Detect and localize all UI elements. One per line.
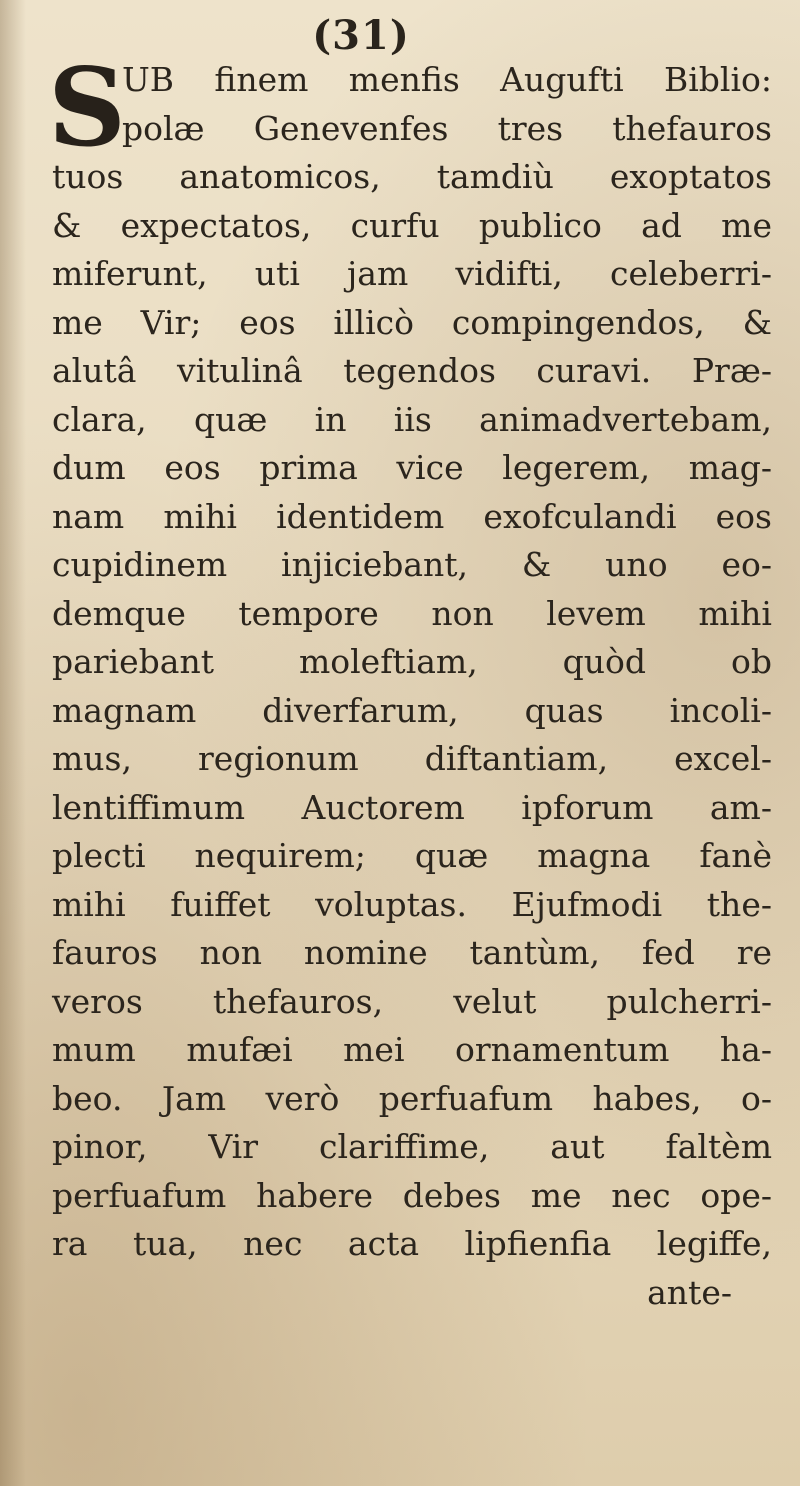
text-line: mihi fuiffet voluptas. Ejufmodi the- (52, 884, 772, 924)
text-line: mum mufæi mei ornamentum ha- (52, 1030, 772, 1069)
page-number: (31) (312, 12, 410, 59)
text-line: lentiffimum Auctorem ipforum am- (52, 787, 772, 827)
text-line: mus, regionum diftantiam, excel- (52, 739, 772, 778)
text-line: pinor, Vir clariffime, aut faltèm (52, 1127, 772, 1166)
body-text (52, 56, 772, 1317)
text-line: demque tempore non levem mihi (52, 593, 772, 633)
text-line: UB finem menfis Augufti Biblio: (122, 60, 772, 99)
page-gutter-shadow (0, 0, 26, 1486)
text-line: me Vir; eos illicò compingendos, & (52, 302, 772, 342)
drop-cap-initial: S (48, 45, 126, 171)
text-line: cupidinem injiciebant, & uno eo- (52, 545, 772, 584)
text-line: nam mihi identidem exofculandi eos (52, 496, 772, 536)
text-line: & expectatos, curfu publico ad me (52, 205, 772, 245)
text-line: magnam diverfarum, quas incoli- (52, 690, 772, 730)
text-line: miferunt, uti jam vidifti, celeberri- (52, 254, 772, 293)
text-line: clara, quæ in iis animadvertebam, (52, 399, 772, 439)
text-line: perfuafum habere debes me nec ope- (52, 1175, 772, 1215)
text-line: polæ Genevenfes tres thefauros (122, 108, 772, 148)
text-line: pariebant moleftiam, quòd ob (52, 642, 772, 681)
text-line: fauros non nomine tantùm, fed re (52, 933, 772, 972)
text-line: dum eos prima vice legerem, mag- (52, 448, 772, 487)
catchword: ante- (647, 1272, 732, 1312)
text-line: ra tua, nec acta lipfienfia legiffe, (52, 1224, 772, 1263)
text-line: tuos anatomicos, tamdiù exoptatos (52, 157, 772, 196)
text-line: veros thefauros, velut pulcherri- (52, 981, 772, 1021)
text-line: plecti nequirem; quæ magna fanè (52, 836, 772, 875)
text-line: beo. Jam verò perfuafum habes, o- (52, 1078, 772, 1118)
text-line: alutâ vitulinâ tegendos curavi. Præ- (52, 351, 772, 390)
